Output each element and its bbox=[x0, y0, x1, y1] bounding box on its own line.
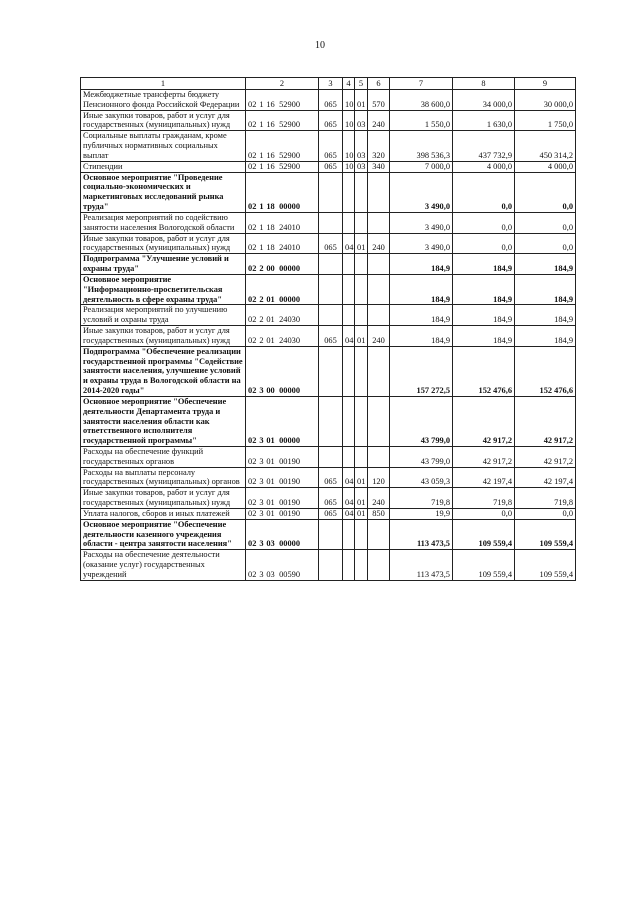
col-4-value: 04 bbox=[343, 233, 355, 254]
col-3-value: 065 bbox=[319, 161, 343, 172]
row-name: Основное мероприятие "Проведение социально-экономических и маркетинговых исследований рынка труда" bbox=[81, 172, 246, 212]
row-name: Межбюджетные трансферты бюджету Пенсионного фонда Российской Федерации bbox=[81, 90, 246, 111]
row-code bbox=[246, 110, 319, 131]
amount-col-7: 43 059,3 bbox=[390, 467, 453, 488]
code-part: 00000 bbox=[279, 264, 300, 274]
amount-col-8: 109 559,4 bbox=[453, 550, 515, 580]
code-part: 02 bbox=[248, 150, 257, 160]
code-part: 02 bbox=[248, 294, 257, 304]
table-row bbox=[81, 326, 576, 347]
amount-col-9: 42 917,2 bbox=[515, 396, 576, 446]
row-name: Уплата налогов, сборов и иных платежей bbox=[81, 508, 246, 519]
code-part: 02 bbox=[248, 243, 257, 253]
code-part: 18 bbox=[266, 222, 275, 232]
table-row bbox=[81, 254, 576, 275]
code-part: 01 bbox=[266, 498, 275, 508]
code-part: 3 bbox=[259, 539, 264, 549]
col-6-value: 240 bbox=[368, 326, 390, 347]
row-code bbox=[246, 131, 319, 161]
amount-col-8: 1 630,0 bbox=[453, 110, 515, 131]
col-5-value: 01 bbox=[355, 467, 368, 488]
amount-col-7: 398 536,3 bbox=[390, 131, 453, 161]
amount-col-9: 184,9 bbox=[515, 305, 576, 326]
row-name: Расходы на выплаты персоналу государственных (муниципальных) органов bbox=[81, 467, 246, 488]
col-4-value bbox=[343, 346, 355, 396]
col-3-value: 065 bbox=[319, 90, 343, 111]
table-row bbox=[81, 90, 576, 111]
table-header-row bbox=[81, 78, 576, 90]
code-part: 02 bbox=[248, 508, 257, 518]
code-part: 02 bbox=[248, 335, 257, 345]
amount-col-7: 113 473,5 bbox=[390, 550, 453, 580]
col-4-value: 04 bbox=[343, 467, 355, 488]
col-3-value bbox=[319, 396, 343, 446]
budget-table bbox=[80, 77, 576, 581]
code-part: 24030 bbox=[279, 315, 300, 325]
code-part: 1 bbox=[259, 202, 264, 212]
col-5-value: 01 bbox=[355, 233, 368, 254]
col-4-value: 10 bbox=[343, 131, 355, 161]
amount-col-8: 0,0 bbox=[453, 172, 515, 212]
col-6-value: 120 bbox=[368, 467, 390, 488]
col-3-value bbox=[319, 346, 343, 396]
code-part: 3 bbox=[259, 508, 264, 518]
col-header-1: 1 bbox=[81, 78, 246, 90]
col-6-value bbox=[368, 550, 390, 580]
col-header-2: 2 bbox=[246, 78, 319, 90]
row-code bbox=[246, 446, 319, 467]
code-part: 52900 bbox=[279, 99, 300, 109]
col-5-value: 01 bbox=[355, 326, 368, 347]
amount-col-8: 719,8 bbox=[453, 488, 515, 509]
amount-col-8: 42 917,2 bbox=[453, 396, 515, 446]
code-part: 00 bbox=[266, 386, 275, 396]
amount-col-8: 42 197,4 bbox=[453, 467, 515, 488]
amount-col-8: 184,9 bbox=[453, 254, 515, 275]
code-part: 01 bbox=[266, 335, 275, 345]
code-part: 18 bbox=[266, 243, 275, 253]
col-3-value bbox=[319, 274, 343, 304]
code-part: 00000 bbox=[279, 386, 300, 396]
code-part: 00 bbox=[266, 264, 275, 274]
amount-col-7: 3 490,0 bbox=[390, 233, 453, 254]
amount-col-7: 7 000,0 bbox=[390, 161, 453, 172]
col-header-4: 4 bbox=[343, 78, 355, 90]
col-4-value bbox=[343, 519, 355, 549]
col-5-value bbox=[355, 346, 368, 396]
code-part: 16 bbox=[266, 161, 275, 171]
code-part: 2 bbox=[259, 335, 264, 345]
amount-col-7: 3 490,0 bbox=[390, 212, 453, 233]
col-6-value: 240 bbox=[368, 110, 390, 131]
col-3-value: 065 bbox=[319, 233, 343, 254]
col-5-value bbox=[355, 519, 368, 549]
col-6-value bbox=[368, 172, 390, 212]
row-name: Социальные выплаты гражданам, кроме публичных нормативных социальных выплат bbox=[81, 131, 246, 161]
col-6-value bbox=[368, 274, 390, 304]
amount-col-9: 109 559,4 bbox=[515, 519, 576, 549]
code-part: 1 bbox=[259, 99, 264, 109]
row-code bbox=[246, 233, 319, 254]
table-row bbox=[81, 274, 576, 304]
code-part: 3 bbox=[259, 386, 264, 396]
code-part: 24030 bbox=[279, 335, 300, 345]
col-header-7: 7 bbox=[390, 78, 453, 90]
col-6-value bbox=[368, 446, 390, 467]
col-5-value bbox=[355, 396, 368, 446]
code-part: 00000 bbox=[279, 202, 300, 212]
amount-col-9: 450 314,2 bbox=[515, 131, 576, 161]
col-5-value: 01 bbox=[355, 90, 368, 111]
amount-col-7: 184,9 bbox=[390, 274, 453, 304]
amount-col-9: 184,9 bbox=[515, 274, 576, 304]
col-4-value: 04 bbox=[343, 508, 355, 519]
col-3-value bbox=[319, 305, 343, 326]
col-6-value bbox=[368, 396, 390, 446]
col-5-value: 03 bbox=[355, 161, 368, 172]
col-6-value: 240 bbox=[368, 233, 390, 254]
code-part: 02 bbox=[248, 222, 257, 232]
col-3-value bbox=[319, 519, 343, 549]
code-part: 01 bbox=[266, 508, 275, 518]
code-part: 18 bbox=[266, 202, 275, 212]
amount-col-7: 1 550,0 bbox=[390, 110, 453, 131]
col-4-value bbox=[343, 446, 355, 467]
col-6-value bbox=[368, 254, 390, 275]
code-part: 3 bbox=[259, 436, 264, 446]
row-code bbox=[246, 274, 319, 304]
row-code bbox=[246, 212, 319, 233]
col-3-value: 065 bbox=[319, 326, 343, 347]
row-code bbox=[246, 467, 319, 488]
code-part: 1 bbox=[259, 120, 264, 130]
col-5-value: 03 bbox=[355, 131, 368, 161]
amount-col-7: 43 799,0 bbox=[390, 396, 453, 446]
row-code bbox=[246, 254, 319, 275]
col-3-value: 065 bbox=[319, 110, 343, 131]
row-name: Расходы на обеспечение деятельности (оказание услуг) государственных учреждений bbox=[81, 550, 246, 580]
col-5-value: 01 bbox=[355, 488, 368, 509]
col-4-value bbox=[343, 550, 355, 580]
code-part: 00000 bbox=[279, 436, 300, 446]
row-name: Иные закупки товаров, работ и услуг для государственных (муниципальных) нужд bbox=[81, 233, 246, 254]
table-row bbox=[81, 519, 576, 549]
code-part: 02 bbox=[248, 202, 257, 212]
code-part: 16 bbox=[266, 120, 275, 130]
code-part: 01 bbox=[266, 477, 275, 487]
amount-col-9: 0,0 bbox=[515, 212, 576, 233]
row-name: Расходы на обеспечение функций государственных органов bbox=[81, 446, 246, 467]
col-5-value: 01 bbox=[355, 508, 368, 519]
amount-col-9: 0,0 bbox=[515, 508, 576, 519]
col-3-value: 065 bbox=[319, 131, 343, 161]
code-part: 16 bbox=[266, 150, 275, 160]
code-part: 02 bbox=[248, 120, 257, 130]
col-6-value: 850 bbox=[368, 508, 390, 519]
amount-col-7: 43 799,0 bbox=[390, 446, 453, 467]
code-part: 00190 bbox=[279, 477, 300, 487]
code-part: 02 bbox=[248, 436, 257, 446]
code-part: 16 bbox=[266, 99, 275, 109]
amount-col-8: 42 917,2 bbox=[453, 446, 515, 467]
amount-col-8: 184,9 bbox=[453, 305, 515, 326]
col-4-value bbox=[343, 274, 355, 304]
col-6-value: 320 bbox=[368, 131, 390, 161]
col-3-value bbox=[319, 550, 343, 580]
col-6-value: 340 bbox=[368, 161, 390, 172]
amount-col-7: 184,9 bbox=[390, 254, 453, 275]
amount-col-9: 42 917,2 bbox=[515, 446, 576, 467]
amount-col-7: 184,9 bbox=[390, 305, 453, 326]
col-5-value bbox=[355, 550, 368, 580]
amount-col-8: 184,9 bbox=[453, 326, 515, 347]
table-row bbox=[81, 467, 576, 488]
code-part: 3 bbox=[259, 569, 264, 579]
code-part: 02 bbox=[248, 539, 257, 549]
col-5-value bbox=[355, 212, 368, 233]
amount-col-8: 152 476,6 bbox=[453, 346, 515, 396]
row-name: Подпрограмма "Улучшение условий и охраны труда" bbox=[81, 254, 246, 275]
col-6-value: 570 bbox=[368, 90, 390, 111]
amount-col-8: 4 000,0 bbox=[453, 161, 515, 172]
col-4-value: 10 bbox=[343, 161, 355, 172]
code-part: 3 bbox=[259, 498, 264, 508]
amount-col-7: 38 600,0 bbox=[390, 90, 453, 111]
code-part: 01 bbox=[266, 294, 275, 304]
code-part: 02 bbox=[248, 315, 257, 325]
code-part: 02 bbox=[248, 264, 257, 274]
code-part: 3 bbox=[259, 456, 264, 466]
code-part: 1 bbox=[259, 161, 264, 171]
row-code bbox=[246, 488, 319, 509]
amount-col-9: 4 000,0 bbox=[515, 161, 576, 172]
col-4-value bbox=[343, 254, 355, 275]
col-4-value bbox=[343, 396, 355, 446]
code-part: 52900 bbox=[279, 150, 300, 160]
amount-col-7: 113 473,5 bbox=[390, 519, 453, 549]
row-name: Основное мероприятие "Обеспечение деятельности Департамента труда и занятости населения области как ответственного исполнителя государственной программы" bbox=[81, 396, 246, 446]
code-part: 1 bbox=[259, 150, 264, 160]
col-header-5: 5 bbox=[355, 78, 368, 90]
code-part: 00190 bbox=[279, 498, 300, 508]
page-number: 10 bbox=[315, 40, 325, 51]
col-3-value bbox=[319, 212, 343, 233]
table-row bbox=[81, 488, 576, 509]
col-3-value: 065 bbox=[319, 508, 343, 519]
amount-col-9: 42 197,4 bbox=[515, 467, 576, 488]
row-name: Стипендии bbox=[81, 161, 246, 172]
row-name: Основное мероприятие "Обеспечение деятельности казенного учреждения области - центра занятости населения" bbox=[81, 519, 246, 549]
col-4-value: 10 bbox=[343, 90, 355, 111]
table-row bbox=[81, 446, 576, 467]
row-name: Подпрограмма "Обеспечение реализации государственной программы "Содействие занятости населения, улучшение условий и охраны труда в Вологодской области на 2014-2020 годы" bbox=[81, 346, 246, 396]
row-code bbox=[246, 326, 319, 347]
col-4-value bbox=[343, 172, 355, 212]
col-6-value bbox=[368, 346, 390, 396]
code-part: 02 bbox=[248, 456, 257, 466]
table-row bbox=[81, 131, 576, 161]
col-5-value bbox=[355, 254, 368, 275]
table-row bbox=[81, 508, 576, 519]
row-name: Основное мероприятие "Информационно-просветительская деятельность в сфере охраны труда" bbox=[81, 274, 246, 304]
col-3-value: 065 bbox=[319, 488, 343, 509]
row-name: Иные закупки товаров, работ и услуг для государственных (муниципальных) нужд bbox=[81, 326, 246, 347]
amount-col-9: 0,0 bbox=[515, 233, 576, 254]
amount-col-7: 184,9 bbox=[390, 326, 453, 347]
col-5-value bbox=[355, 446, 368, 467]
code-part: 01 bbox=[266, 436, 275, 446]
amount-col-8: 0,0 bbox=[453, 212, 515, 233]
code-part: 03 bbox=[266, 569, 275, 579]
table-row bbox=[81, 305, 576, 326]
amount-col-9: 30 000,0 bbox=[515, 90, 576, 111]
amount-col-9: 109 559,4 bbox=[515, 550, 576, 580]
col-3-value: 065 bbox=[319, 467, 343, 488]
col-header-9: 9 bbox=[515, 78, 576, 90]
code-part: 1 bbox=[259, 222, 264, 232]
row-code bbox=[246, 396, 319, 446]
code-part: 02 bbox=[248, 99, 257, 109]
col-5-value bbox=[355, 172, 368, 212]
amount-col-7: 19,9 bbox=[390, 508, 453, 519]
amount-col-8: 34 000,0 bbox=[453, 90, 515, 111]
amount-col-9: 719,8 bbox=[515, 488, 576, 509]
amount-col-9: 184,9 bbox=[515, 326, 576, 347]
code-part: 24010 bbox=[279, 243, 300, 253]
col-6-value: 240 bbox=[368, 488, 390, 509]
row-name: Иные закупки товаров, работ и услуг для государственных (муниципальных) нужд bbox=[81, 110, 246, 131]
col-5-value bbox=[355, 305, 368, 326]
row-code bbox=[246, 508, 319, 519]
amount-col-9: 0,0 bbox=[515, 172, 576, 212]
code-part: 2 bbox=[259, 315, 264, 325]
code-part: 02 bbox=[248, 498, 257, 508]
col-5-value: 03 bbox=[355, 110, 368, 131]
amount-col-7: 157 272,5 bbox=[390, 346, 453, 396]
code-part: 3 bbox=[259, 477, 264, 487]
code-part: 52900 bbox=[279, 120, 300, 130]
col-4-value bbox=[343, 305, 355, 326]
col-3-value bbox=[319, 172, 343, 212]
amount-col-8: 0,0 bbox=[453, 508, 515, 519]
code-part: 02 bbox=[248, 569, 257, 579]
col-6-value bbox=[368, 519, 390, 549]
table-row bbox=[81, 212, 576, 233]
row-code bbox=[246, 346, 319, 396]
code-part: 52900 bbox=[279, 161, 300, 171]
table-row bbox=[81, 172, 576, 212]
row-code bbox=[246, 161, 319, 172]
col-3-value bbox=[319, 254, 343, 275]
code-part: 02 bbox=[248, 477, 257, 487]
row-code bbox=[246, 519, 319, 549]
amount-col-7: 3 490,0 bbox=[390, 172, 453, 212]
code-part: 24010 bbox=[279, 222, 300, 232]
table-row bbox=[81, 233, 576, 254]
amount-col-8: 437 732,9 bbox=[453, 131, 515, 161]
col-4-value: 10 bbox=[343, 110, 355, 131]
row-code bbox=[246, 550, 319, 580]
col-header-8: 8 bbox=[453, 78, 515, 90]
amount-col-8: 184,9 bbox=[453, 274, 515, 304]
col-4-value bbox=[343, 212, 355, 233]
row-code bbox=[246, 305, 319, 326]
code-part: 2 bbox=[259, 264, 264, 274]
col-4-value: 04 bbox=[343, 488, 355, 509]
table-row bbox=[81, 550, 576, 580]
code-part: 2 bbox=[259, 294, 264, 304]
col-4-value: 04 bbox=[343, 326, 355, 347]
amount-col-9: 1 750,0 bbox=[515, 110, 576, 131]
col-header-6: 6 bbox=[368, 78, 390, 90]
code-part: 00190 bbox=[279, 508, 300, 518]
code-part: 02 bbox=[248, 386, 257, 396]
table-row bbox=[81, 161, 576, 172]
col-3-value bbox=[319, 446, 343, 467]
table-row bbox=[81, 346, 576, 396]
row-name: Реализация мероприятий по содействию занятости населения Вологодской области bbox=[81, 212, 246, 233]
amount-col-9: 152 476,6 bbox=[515, 346, 576, 396]
col-5-value bbox=[355, 274, 368, 304]
row-code bbox=[246, 172, 319, 212]
code-part: 00000 bbox=[279, 539, 300, 549]
code-part: 01 bbox=[266, 456, 275, 466]
table-row bbox=[81, 110, 576, 131]
code-part: 00190 bbox=[279, 456, 300, 466]
code-part: 02 bbox=[248, 161, 257, 171]
row-name: Иные закупки товаров, работ и услуг для государственных (муниципальных) нужд bbox=[81, 488, 246, 509]
amount-col-7: 719,8 bbox=[390, 488, 453, 509]
amount-col-9: 184,9 bbox=[515, 254, 576, 275]
code-part: 01 bbox=[266, 315, 275, 325]
code-part: 03 bbox=[266, 539, 275, 549]
row-name: Реализация мероприятий по улучшению условий и охраны труда bbox=[81, 305, 246, 326]
col-6-value bbox=[368, 212, 390, 233]
amount-col-8: 109 559,4 bbox=[453, 519, 515, 549]
amount-col-8: 0,0 bbox=[453, 233, 515, 254]
code-part: 1 bbox=[259, 243, 264, 253]
table-row bbox=[81, 396, 576, 446]
col-6-value bbox=[368, 305, 390, 326]
code-part: 00590 bbox=[279, 569, 300, 579]
col-header-3: 3 bbox=[319, 78, 343, 90]
code-part: 00000 bbox=[279, 294, 300, 304]
row-code bbox=[246, 90, 319, 111]
